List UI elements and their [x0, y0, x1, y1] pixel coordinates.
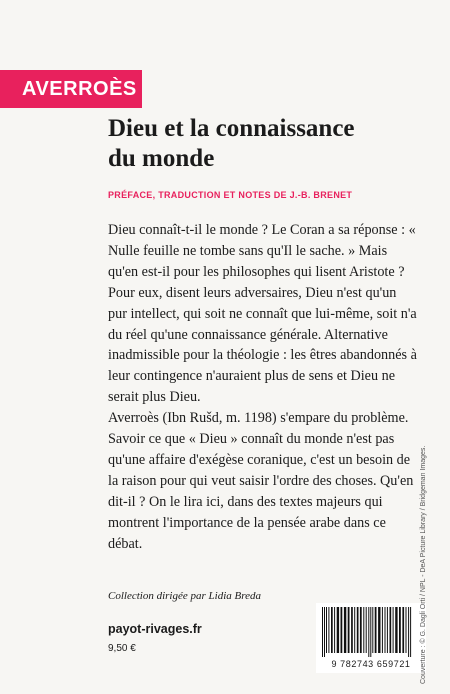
barcode-bar: [366, 607, 367, 653]
barcode-bar: [334, 607, 335, 653]
barcode-bar: [322, 607, 323, 657]
price: 9,50 €: [108, 643, 136, 654]
barcode-bar: [324, 607, 325, 657]
barcode-bar: [326, 607, 327, 653]
barcode-bar: [390, 607, 392, 653]
author-name: AVERROÈS: [22, 78, 137, 100]
barcode-bar: [351, 607, 353, 653]
blurb: [108, 220, 418, 555]
barcode-bar: [337, 607, 339, 653]
barcode-bar: [370, 607, 371, 657]
barcode-bar: [363, 607, 364, 653]
barcode-bar: [382, 607, 383, 653]
barcode: [316, 603, 426, 673]
barcode-bar: [402, 607, 404, 653]
barcode-bar: [375, 607, 377, 653]
book-subtitle: PRÉFACE, TRADUCTION ET NOTES DE J.-B. BRENET: [108, 190, 353, 200]
blurb-paragraph: Averroès (Ibn Rušd, m. 1198) s'empare du problème. Savoir ce que « Dieu » connaît du monde n'est pas qu'une affaire d'exégèse coranique, c'est un besoin de la raison pour qui veut saisir l'ordre des choses. Qu'en dit-il ? On le lira ici, dans des textes majeurs qui montrent l'importance de la pensée arabe dans ce débat.: [108, 410, 414, 552]
barcode-bar: [385, 607, 386, 653]
barcode-bar: [387, 607, 388, 653]
barcode-bar: [344, 607, 346, 653]
barcode-bar: [399, 607, 401, 653]
cover-credit: Couverture : © G. Dagli Orti / NPL - DeA Picture Library / Bridgeman Images.: [420, 445, 427, 684]
barcode-bar: [408, 607, 409, 657]
barcode-bar: [331, 607, 333, 653]
barcode-bar: [357, 607, 359, 653]
barcode-bar: [360, 607, 362, 653]
book-title: Dieu et la connaissance du monde: [108, 115, 355, 172]
barcode-bar: [341, 607, 343, 653]
barcode-number: 9 782743 659721: [331, 659, 411, 669]
barcode-bar: [372, 607, 373, 653]
barcode-bar: [410, 607, 411, 657]
barcode-bar: [395, 607, 397, 653]
barcode-bar: [328, 607, 329, 653]
barcode-bar: [393, 607, 394, 653]
barcode-bar: [368, 607, 369, 657]
barcode-bar: [406, 607, 407, 653]
collection-note: Collection dirigée par Lidia Breda: [108, 590, 261, 602]
barcode-bar: [378, 607, 380, 653]
barcode-bar: [348, 607, 350, 653]
author-band: [0, 70, 142, 108]
barcode-bars: [320, 607, 422, 657]
barcode-bar: [354, 607, 355, 653]
blurb-paragraph: Dieu connaît-t-il le monde ? Le Coran a sa réponse : « Nulle feuille ne tombe sans qu'Il le sache. » Mais qu'en est-il pour les philosophes qui lisent Aristote ? Pour eux, disent leurs adversaires, Dieu n'est qu'un pur intellect, qui soit ne connaît que lui-même, soit n'a du réel qu'une connaissance générale. Alternative inadmissible pour la théologie : les êtres abandonnés à leur contingence n'auraient plus de sens et Dieu ne serait plus Dieu.: [108, 222, 417, 406]
publisher-website[interactable]: payot-rivages.fr: [108, 622, 202, 636]
